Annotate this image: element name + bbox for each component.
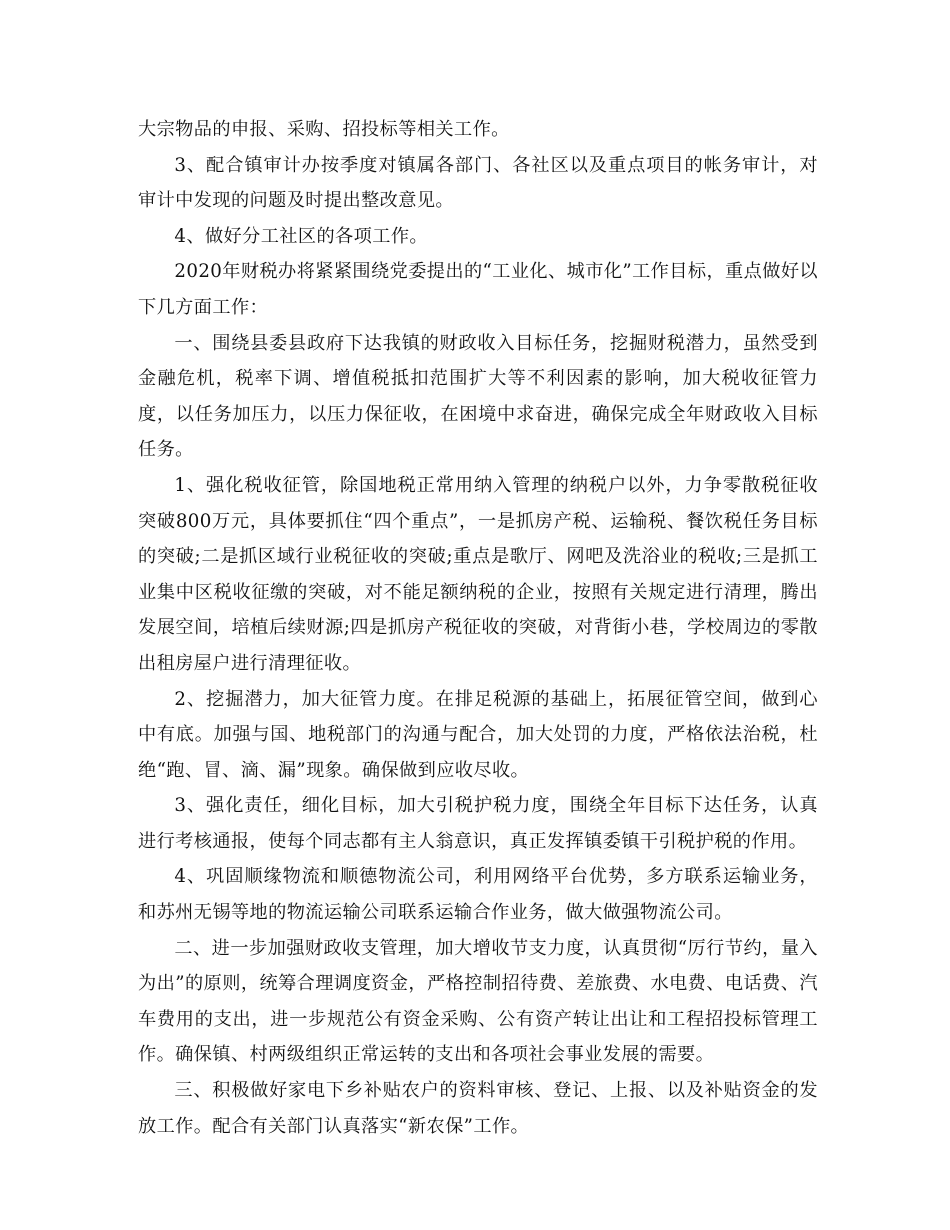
- paragraph-item-4-logistics: 4、巩固顺缘物流和顺德物流公司，利用网络平台优势，多方联系运输业务，和苏州无锡等地的物流运输公司联系运输合作业务，做大做强物流公司。: [138, 866, 818, 924]
- paragraph-item-4-community: 4、做好分工社区的各项工作。: [174, 225, 428, 247]
- paragraph-section-two: 二、进一步加强财政收支管理，加大增收节支力度，认真贯彻“厉行节约，量入为出”的原则，统筹合理调度资金，严格控制招待费、差旅费、水电费、电话费、汽车费用的支出，进一步规范公有资金采购、公有资产转让出让和工程招投标管理工作。确保镇、村两级组织正常运转的支出和各项社会事业发展的需要。: [138, 937, 818, 1066]
- paragraph-item-2-potential: 2、挖掘潜力，加大征管力度。在排足税源的基础上，拓展征管空间，做到心中有底。加强与国、地税部门的沟通与配合，加大处罚的力度，严格依法治税，杜绝“跑、冒、滴、漏”现象。确保做到应收尽收。: [138, 688, 818, 781]
- paragraph-item-1-tax-collection: 1、强化税收征管，除国地税正常用纳入管理的纳税户以外，力争零散税征收突破800万元，具体要抓住“四个重点”，一是抓房产税、运输税、餐饮税任务目标的突破;二是抓区域行业税征收的突破;重点是歌厅、网吧及洗浴业的税收;三是抓工业集中区税收征缴的突破，对不能足额纳税的企业，按照有关规定进行清理，腾出发展空间，培植后续财源;四是抓房产税征收的突破，对背街小巷，学校周边的零散出租房屋户进行清理征收。: [138, 474, 818, 674]
- paragraph-2020-goals: 2020年财税办将紧紧围绕党委提出的“工业化、城市化”工作目标，重点做好以下几方面工作：: [138, 261, 818, 318]
- paragraph-section-three: 三、积极做好家电下乡补贴农户的资料审核、登记、上报、以及补贴资金的发放工作。配合有关部门认真落实“新农保”工作。: [138, 1080, 818, 1137]
- paragraph-item-3-audit: 3、配合镇审计办按季度对镇属各部门、各社区以及重点项目的帐务审计，对审计中发现的问题及时提出整改意见。: [138, 154, 818, 212]
- paragraph-item-3-responsibility: 3、强化责任，细化目标，加大引税护税力度，围绕全年目标下达任务，认真进行考核通报，使每个同志都有主人翁意识，真正发挥镇委镇干引税护税的作用。: [138, 795, 818, 852]
- paragraph-continuation: 大宗物品的申报、采购、招投标等相关工作。: [138, 119, 510, 140]
- paragraph-section-one: 一、围绕县委县政府下达我镇的财政收入目标任务，挖掘财税潜力，虽然受到金融危机，税率下调、增值税抵扣范围扩大等不利因素的影响，加大税收征管力度，以任务加压力，以压力保征收，在困境中求奋进，确保完成全年财政收入目标任务。: [138, 332, 818, 461]
- document-body: [138, 112, 818, 1144]
